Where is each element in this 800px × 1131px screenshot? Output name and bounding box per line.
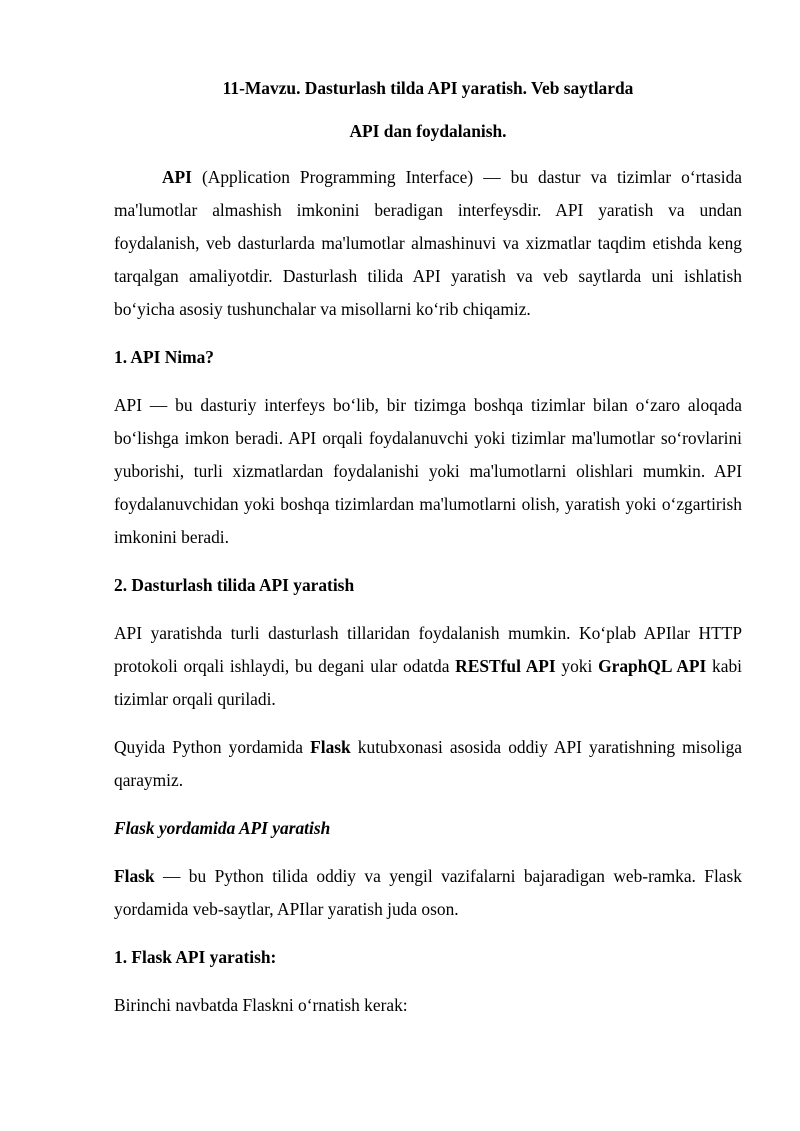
section2-p1-text3: kabi tizimlar orqali quriladi.: [114, 656, 742, 709]
section2-paragraph1: [114, 617, 742, 716]
section2-p1-text1: API yaratishda turli dasturlash tillaridan foydalanish mumkin. Ko‘plab APIlar HTTP protokoli orqali ishlaydi, bu degani ular odatda: [114, 623, 742, 676]
flask-step-heading: 1. Flask API yaratish:: [114, 947, 277, 967]
section2-p2-text1: Quyida Python yordamida: [114, 737, 311, 757]
flask-text: — bu Python tilida oddiy va yengil vazifalarni bajaradigan web-ramka. Flask yordamida veb-saytlar, APIlar yaratish juda oson.: [114, 866, 742, 919]
flask-term-inline: Flask: [310, 737, 351, 757]
section2-p2-text2: kutubxonasi asosida oddiy API yaratishning misoliga qaraymiz.: [114, 737, 742, 790]
section1-paragraph: API — bu dasturiy interfeys bo‘lib, bir tizimga boshqa tizimlar bilan o‘zaro aloqada bo‘lishga imkon beradi. API orqali foydalanuvchi yoki tizimlar ma'lumotlar so‘rovlarini yuborishi, turli xizmatlardan foydalanishi yoki ma'lumotlarni olishlari mumkin. API foydalanuvchidan yoki boshqa tizimlardan ma'lumotlarni olish, yaratish yoki o‘zgartirish imkonini beradi.: [114, 395, 742, 547]
restful-api-term: RESTful API: [455, 656, 556, 676]
document-content: [114, 72, 742, 1022]
document-title-line1: 11-Mavzu. Dasturlash tilda API yaratish. Veb saytlarda: [222, 78, 634, 98]
section2-heading: 2. Dasturlash tilida API yaratish: [114, 575, 355, 595]
flask-term: Flask: [114, 866, 155, 886]
flask-step-text: Birinchi navbatda Flaskni o‘rnatish kerak:: [114, 995, 408, 1015]
flask-subheading: Flask yordamida API yaratish: [114, 818, 331, 838]
graphql-api-term: GraphQL API: [598, 656, 707, 676]
intro-text: (Application Programming Interface) — bu dastur va tizimlar o‘rtasida ma'lumotlar almashish imkonini beradigan interfeysdir. API yaratish va undan foydalanish, veb dasturlarda ma'lumotlar almashinuvi va xizmatlar taqdim etishda keng tarqalgan amaliyotdir. Dasturlash tilida API yaratish va veb saytlarda uni ishlatish bo‘yicha asosiy tushunchalar va misollarni ko‘rib chiqamiz.: [114, 167, 742, 319]
flask-paragraph: [114, 860, 742, 926]
section2-paragraph2: [114, 731, 742, 797]
section2-p1-text2: yoki: [555, 656, 599, 676]
document-title-line2: API dan foydalanish.: [349, 121, 507, 141]
section1-heading: 1. API Nima?: [114, 347, 214, 367]
intro-term: API: [162, 167, 192, 187]
intro-paragraph: [114, 161, 742, 326]
